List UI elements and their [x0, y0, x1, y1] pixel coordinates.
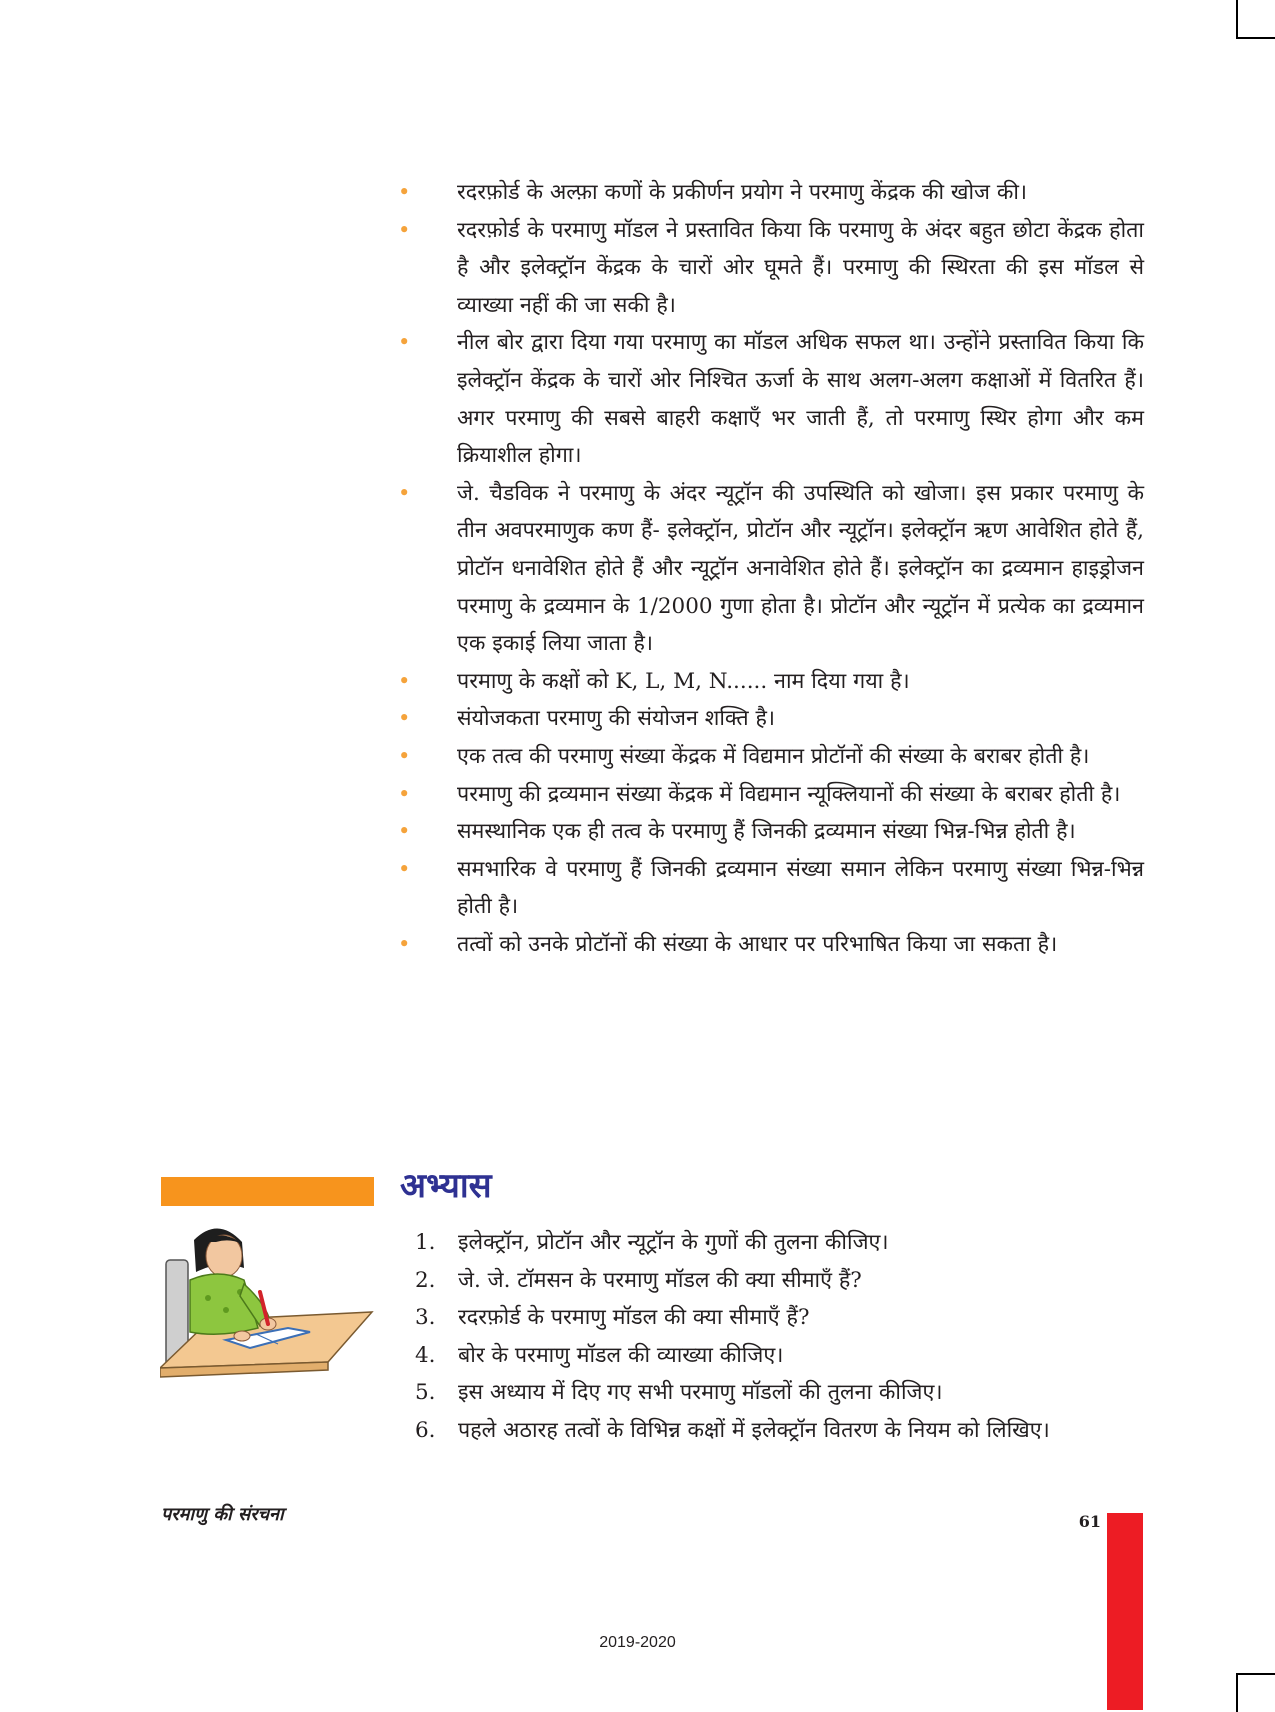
summary-text: नील बोर द्वारा दिया गया परमाणु का मॉडल अधिक सफल था। उन्होंने प्रस्तावित किया कि इलेक्ट्रॉन केंद्रक के चारों ओर निश्चित ऊर्जा के साथ अलग-अलग कक्षाओं में वितरित हैं। अगर परमाणु की सबसे बाहरी कक्षाएँ भर जाती हैं, तो परमाणु स्थिर होगा और कम क्रियाशील होगा।: [457, 330, 1144, 469]
chapter-name: परमाणु की संरचना: [161, 1504, 284, 1525]
summary-text: जे. चैडविक ने परमाणु के अंदर न्यूट्रॉन की उपस्थिति को खोजा। इस प्रकार परमाणु के तीन अवपरमाणुक कण हैं- इलेक्ट्रॉन, प्रोटॉन और न्यूट्रॉन। इलेक्ट्रॉन ऋण आवेशित होते हैं, प्रोटॉन धनावेशित होते हैं और न्यूट्रॉन अनावेशित होते हैं। इलेक्ट्रॉन का द्रव्यमान हाइड्रोजन परमाणु के द्रव्यमान के 1/2000 गुणा होता है। प्रोटॉन और न्यूट्रॉन में प्रत्येक का द्रव्यमान एक इकाई लिया जाता है।: [457, 480, 1144, 657]
question-text: पहले अठारह तत्वों के विभिन्न कक्षों में इलेक्ट्रॉन वितरण के नियम को लिखिए।: [458, 1417, 1050, 1443]
summary-item: [392, 700, 1144, 738]
question-text: रदरफ़ोर्ड के परमाणु मॉडल की क्या सीमाएँ हैं?: [458, 1305, 810, 1331]
summary-item: [392, 174, 1144, 212]
summary-item: [392, 813, 1144, 851]
bullet-icon: •: [398, 706, 411, 731]
section-title: अभ्यास: [400, 1166, 492, 1206]
summary-text: परमाणु की द्रव्यमान संख्या केंद्रक में विद्यमान न्यूक्लियानों की संख्या के बराबर होती है।: [457, 781, 1121, 807]
girl-writing-illustration-icon: [160, 1220, 376, 1380]
crop-mark-top-right: [1236, 0, 1275, 39]
bullet-icon: •: [398, 668, 411, 693]
summary-text: रदरफ़ोर्ड के परमाणु मॉडल ने प्रस्तावित किया कि परमाणु के अंदर बहुत छोटा केंद्रक होता है और इलेक्ट्रॉन केंद्रक के चारों ओर घूमते हैं। परमाणु की स्थिरता की इस मॉडल से व्याख्या नहीं की जा सकी है।: [457, 217, 1144, 318]
summary-text: एक तत्व की परमाणु संख्या केंद्रक में विद्यमान प्रोटॉनों की संख्या के बराबर होती है।: [457, 743, 1090, 769]
summary-item: [392, 475, 1144, 663]
question-number: 6.: [415, 1417, 436, 1443]
page-color-strip: [1107, 1513, 1143, 1710]
bullet-icon: •: [398, 180, 411, 204]
question-number: 4.: [415, 1342, 436, 1368]
summary-item: [392, 663, 1144, 701]
bullet-icon: •: [398, 217, 411, 242]
question-number: 2.: [415, 1267, 436, 1293]
question-text: इलेक्ट्रॉन, प्रोटॉन और न्यूट्रॉन के गुणों की तुलना कीजिए।: [458, 1230, 889, 1255]
bullet-icon: •: [398, 819, 411, 844]
bullet-icon: •: [398, 781, 411, 806]
exercise-questions: [410, 1224, 1144, 1450]
summary-list: [392, 174, 1144, 963]
question-item: [410, 1374, 1144, 1412]
summary-text: समस्थानिक एक ही तत्व के परमाणु हैं जिनकी द्रव्यमान संख्या भिन्न-भिन्न होती है।: [457, 819, 1076, 845]
question-item: [410, 1337, 1144, 1375]
question-item: [410, 1262, 1144, 1300]
summary-item: [392, 324, 1144, 474]
summary-text: तत्वों को उनके प्रोटॉनों की संख्या के आधार पर परिभाषित किया जा सकता है।: [457, 931, 1058, 957]
bullet-icon: •: [398, 743, 411, 768]
page-number: 61: [1078, 1512, 1101, 1531]
summary-item: [392, 738, 1144, 776]
question-text: इस अध्याय में दिए गए सभी परमाणु मॉडलों की तुलना कीजिए।: [458, 1380, 943, 1406]
question-item: [410, 1224, 1144, 1262]
question-item: [410, 1412, 1144, 1450]
question-number: 3.: [415, 1305, 436, 1331]
summary-text: समभारिक वे परमाणु हैं जिनकी द्रव्यमान संख्या समान लेकिन परमाणु संख्या भिन्न-भिन्न होती है।: [457, 856, 1144, 920]
summary-item: [392, 851, 1144, 926]
edition-year: 2019-2020: [599, 1634, 676, 1651]
question-text: बोर के परमाणु मॉडल की व्याख्या कीजिए।: [458, 1342, 784, 1368]
question-number: 5.: [415, 1380, 436, 1406]
summary-text: परमाणु के कक्षों को K, L, M, N...... नाम दिया गया है।: [457, 668, 910, 694]
question-text: जे. जे. टॉमसन के परमाणु मॉडल की क्या सीमाएँ हैं?: [458, 1267, 862, 1293]
summary-text: संयोजकता परमाणु की संयोजन शक्ति है।: [457, 706, 776, 732]
crop-mark-bottom-right: [1236, 1673, 1275, 1712]
bullet-icon: •: [398, 480, 411, 505]
summary-item: [392, 776, 1144, 814]
question-item: [410, 1299, 1144, 1337]
summary-text: रदरफ़ोर्ड के अल्फ़ा कणों के प्रकीर्णन प्रयोग ने परमाणु केंद्रक की खोज की।: [457, 180, 1028, 205]
section-accent-bar: [161, 1177, 374, 1206]
bullet-icon: •: [398, 330, 411, 355]
summary-item: [392, 926, 1144, 964]
bullet-icon: •: [398, 931, 411, 956]
summary-item: [392, 212, 1144, 325]
question-number: 1.: [415, 1230, 436, 1255]
bullet-icon: •: [398, 856, 411, 881]
